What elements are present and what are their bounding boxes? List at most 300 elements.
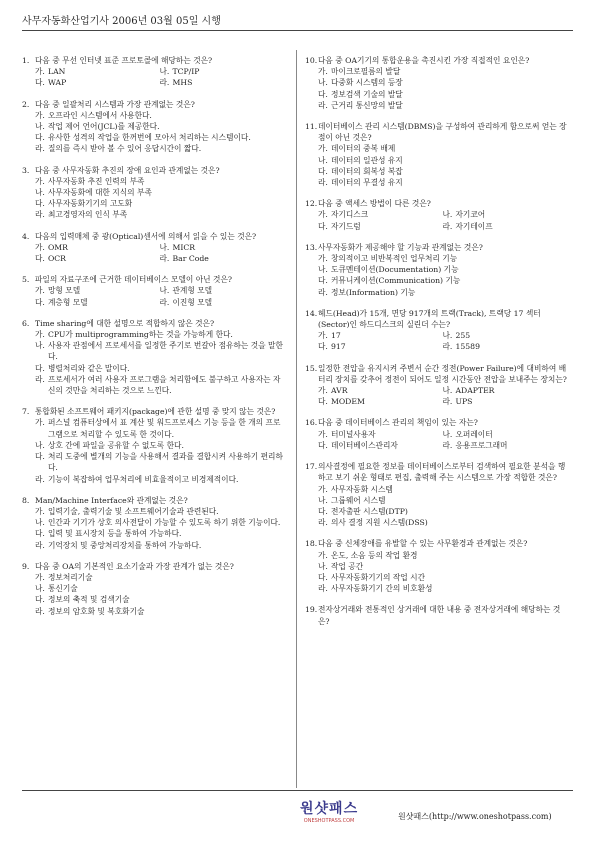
left-column — [22, 55, 284, 627]
option-marker: 다. — [318, 166, 328, 176]
question-item — [22, 318, 284, 396]
answer-option — [318, 77, 567, 88]
question-stem — [22, 495, 284, 506]
option-marker: 가. — [318, 144, 328, 154]
question-stem — [22, 55, 284, 66]
option-marker: 라. — [159, 297, 170, 307]
answer-option — [318, 275, 567, 286]
answer-option — [318, 100, 567, 111]
answer-option — [35, 143, 284, 154]
question-number: 6. — [22, 318, 30, 328]
answer-options — [305, 385, 567, 407]
option-marker: 다. — [318, 572, 328, 582]
option-text: 사용자 관점에서 프로세서를 일정한 주기로 번갈아 점유하는 것을 말한다. — [48, 341, 283, 362]
answer-option — [35, 198, 284, 209]
option-text: 처리 도중에 별개의 기능을 사용해서 결과를 결합시켜 사용하기 편리하다. — [48, 452, 283, 473]
option-text: 마이크로필름의 발달 — [331, 67, 401, 77]
question-stem — [305, 538, 567, 549]
option-marker: 라. — [442, 342, 453, 352]
option-marker: 다. — [35, 254, 45, 264]
option-text: 데이터의 회복성 복잡 — [331, 166, 403, 176]
option-marker: 다. — [35, 199, 45, 209]
option-text: 데이터베이스관리자 — [331, 440, 398, 450]
question-stem — [22, 231, 284, 242]
question-number: 14. — [305, 308, 318, 318]
answer-options — [305, 484, 567, 529]
question-text: 통합화된 소프트웨어 패키지(package)에 관한 설명 중 맞지 않는 것은? — [35, 407, 276, 417]
option-marker: 나. — [35, 341, 45, 351]
option-marker: 라. — [442, 440, 453, 450]
answer-options — [305, 209, 567, 231]
option-marker: 다. — [35, 595, 45, 605]
answer-option — [443, 385, 568, 396]
answer-options — [305, 429, 567, 451]
question-number: 1. — [22, 56, 30, 65]
answer-options — [305, 66, 567, 111]
option-marker: 가. — [318, 550, 328, 560]
option-text: 이진형 모델 — [172, 297, 213, 307]
question-text: 다음 중 무선 인터넷 표준 프로토콜에 해당하는 것은? — [35, 56, 213, 65]
option-marker: 가. — [35, 286, 45, 296]
option-text: 응용프로그래머 — [455, 440, 508, 450]
option-text: 사무자동화기기의 고도화 — [48, 199, 133, 209]
option-text: 온도, 소음 등의 작업 환경 — [331, 550, 418, 560]
answer-option — [35, 285, 160, 296]
question-text: 다음 중 액세스 방법이 다른 것은? — [318, 199, 431, 209]
answer-options — [22, 285, 284, 307]
option-marker: 나. — [442, 386, 453, 396]
option-text: AVR — [331, 386, 348, 396]
option-text: 정보검색 기술의 발달 — [331, 89, 403, 99]
question-number: 19. — [305, 605, 318, 615]
option-text: 917 — [331, 342, 346, 352]
option-marker: 나. — [318, 78, 328, 88]
option-text: 기억장치 및 중앙처리장치를 통하여 가능하다. — [48, 540, 202, 550]
question-text: 전자상거래와 전통적인 상거래에 대한 내용 중 전자상거래에 해당하는 것은? — [318, 605, 561, 626]
question-item — [305, 198, 567, 232]
answer-option — [443, 221, 568, 232]
question-stem — [305, 417, 567, 428]
answer-option — [443, 429, 568, 440]
option-text: 데이터의 중복 배제 — [331, 144, 396, 154]
option-text: 유사한 성격의 작업을 한꺼번에 모아서 처리하는 시스템이다. — [48, 133, 251, 143]
option-marker: 다. — [35, 363, 45, 373]
answer-option — [160, 253, 285, 264]
option-text: 자기디스크 — [331, 210, 369, 220]
question-text: 다음 중 일괄처리 시스템과 가장 관계없는 것은? — [35, 99, 195, 109]
question-text: 데이터베이스 관리 시스템(DBMS)을 구성하여 관리하게 함으로써 얻는 장점이 아닌 것은? — [318, 122, 567, 143]
option-text: 전자출판 시스템(DTP) — [331, 506, 408, 516]
option-marker: 라. — [318, 287, 328, 297]
option-text: 자기테이프 — [455, 221, 493, 231]
right-column — [305, 55, 567, 637]
option-text: 입력 및 표시장치 등을 통하여 가능하다. — [48, 529, 182, 539]
option-marker: 라. — [318, 584, 328, 594]
option-text: 인간과 기기가 상호 의사전달이 가능할 수 있도록 하기 위한 기능이다. — [48, 518, 281, 528]
option-marker: 가. — [318, 67, 328, 77]
option-marker: 라. — [442, 221, 453, 231]
answer-option — [35, 540, 284, 551]
option-marker: 가. — [35, 242, 45, 252]
answer-option — [160, 242, 285, 253]
answer-option — [318, 572, 567, 583]
answer-option — [318, 385, 443, 396]
question-number: 9. — [22, 561, 30, 571]
answer-option — [35, 417, 284, 439]
answer-option — [318, 177, 567, 188]
option-text: 프로세서가 여러 사용자 프로그램을 처리함에도 불구하고 사용자는 자신의 것만을 처리하는 것으로 느낀다. — [48, 374, 281, 396]
answer-option — [35, 506, 284, 517]
option-marker: 나. — [442, 210, 453, 220]
logo-subtext: ONESHOTPASS.COM — [303, 818, 355, 824]
option-marker: 나. — [442, 331, 453, 341]
option-text: 입력기술, 출력기술 및 소프트웨어기술과 관련된다. — [48, 506, 219, 516]
question-stem — [305, 55, 567, 66]
option-text: 최고경영자의 인식 부족 — [48, 210, 128, 220]
answer-option — [318, 429, 443, 440]
option-marker: 나. — [159, 286, 170, 296]
option-text: 창의적이고 비반복적인 업무처리 기능 — [331, 254, 458, 264]
question-item — [305, 461, 567, 528]
question-stem — [22, 99, 284, 110]
option-text: 도큐멘테이션(Documentation) 기능 — [331, 265, 459, 275]
answer-option — [160, 77, 285, 88]
question-item — [305, 604, 567, 626]
option-marker: 가. — [35, 330, 45, 340]
option-marker: 라. — [35, 474, 45, 484]
question-item — [305, 417, 567, 451]
answer-option — [318, 440, 443, 451]
option-text: 정보처리기술 — [48, 572, 93, 582]
footer-site-link[interactable]: 원샷패스(http://www.oneshotpass.com) — [398, 812, 552, 821]
question-item — [22, 406, 284, 484]
option-marker: 다. — [35, 133, 45, 143]
option-marker: 가. — [35, 110, 45, 120]
option-text: UPS — [455, 397, 473, 407]
option-marker: 나. — [35, 518, 45, 528]
question-number: 17. — [305, 462, 318, 472]
answer-option — [318, 495, 567, 506]
question-text: 헤드(Head)가 15개, 면당 917개의 트랙(Track), 트랙당 17 섹터(Sector)인 하드디스크의 실린더 수는? — [318, 308, 541, 330]
question-stem — [305, 242, 567, 253]
question-text: 다음 중 데이터베이스 관리의 책임이 있는 자는? — [318, 418, 478, 428]
option-marker: 다. — [318, 89, 328, 99]
option-marker: 다. — [318, 221, 328, 231]
option-text: 17 — [331, 331, 341, 341]
option-text: 255 — [455, 331, 471, 341]
question-stem — [22, 274, 284, 285]
answer-options — [22, 329, 284, 396]
answer-option — [35, 340, 284, 362]
answer-option — [35, 363, 284, 374]
logo-wordmark: 원샷패스 — [300, 801, 359, 817]
footer-rule — [22, 790, 573, 791]
answer-option — [35, 66, 160, 77]
option-marker: 다. — [318, 440, 328, 450]
option-marker: 나. — [35, 188, 45, 198]
answer-option — [35, 176, 284, 187]
question-stem — [305, 461, 567, 483]
option-text: 근거리 통신망의 발달 — [331, 100, 403, 110]
question-stem — [305, 604, 567, 626]
option-text: 커뮤니케이션(Communication) 기능 — [331, 276, 461, 286]
question-number: 4. — [22, 231, 30, 241]
option-marker: 라. — [35, 540, 45, 550]
question-item — [305, 538, 567, 594]
question-item — [22, 561, 284, 617]
question-text: 파일의 자료구조에 근거한 데이터베이스 모델이 아닌 것은? — [35, 275, 233, 285]
option-marker: 다. — [35, 297, 45, 307]
answer-option — [443, 440, 568, 451]
answer-options — [305, 143, 567, 188]
answer-option — [318, 287, 567, 298]
option-marker: 가. — [318, 210, 328, 220]
answer-options — [305, 330, 567, 352]
question-stem — [305, 363, 567, 385]
question-stem — [305, 308, 567, 330]
answer-option — [318, 143, 567, 154]
question-item — [22, 99, 284, 155]
answer-options — [22, 417, 284, 484]
question-stem — [22, 561, 284, 572]
option-text: 사무자동화에 대한 지식의 부족 — [48, 188, 152, 198]
answer-option — [160, 297, 285, 308]
option-marker: 라. — [35, 210, 45, 220]
answer-options — [22, 66, 284, 88]
answer-option — [160, 66, 285, 77]
answer-option — [35, 209, 284, 220]
option-marker: 나. — [318, 561, 328, 571]
option-marker: 가. — [318, 386, 328, 396]
option-text: 자기드럼 — [331, 221, 361, 231]
answer-option — [35, 583, 284, 594]
answer-option — [443, 209, 568, 220]
answer-option — [318, 264, 567, 275]
answer-options — [22, 572, 284, 617]
option-marker: 가. — [35, 418, 45, 428]
question-number: 12. — [305, 199, 318, 209]
question-text: 다음 중 신체장애를 유발할 수 있는 사무환경과 관계없는 것은? — [318, 539, 528, 549]
option-text: MODEM — [331, 397, 365, 407]
answer-option — [318, 506, 567, 517]
option-marker: 다. — [318, 397, 328, 407]
answer-option — [35, 187, 284, 198]
option-marker: 라. — [318, 100, 328, 110]
answer-option — [318, 66, 567, 77]
answer-option — [318, 221, 443, 232]
option-text: 망형 모델 — [48, 286, 81, 296]
question-text: 의사결정에 필요한 정보를 데이터베이스로부터 검색하여 필요한 분석을 행하고 보기 쉬운 형태로 편집, 출력해 주는 시스템으로 가장 적합한 것은? — [318, 462, 566, 483]
option-marker: 라. — [35, 144, 45, 154]
question-number: 18. — [305, 539, 318, 549]
option-text: 정보의 축적 및 검색기술 — [48, 595, 130, 605]
option-text: LAN — [48, 67, 66, 77]
answer-option — [35, 594, 284, 605]
question-text: 다음 중 OA기기의 통합운용을 촉진시킨 가장 직접적인 요인은? — [318, 56, 530, 65]
option-text: 기능이 복잡하여 업무처리에 비효율적이고 비경제적이다. — [48, 474, 239, 484]
question-text: 다음 중 OA의 기본적인 요소기술과 가장 관계가 없는 것은? — [35, 561, 234, 571]
answer-option — [35, 242, 160, 253]
option-text: 관계형 모델 — [172, 286, 213, 296]
option-marker: 나. — [318, 495, 328, 505]
question-item — [22, 55, 284, 89]
answer-option — [35, 517, 284, 528]
option-text: 데이터의 일관성 유지 — [331, 155, 403, 165]
question-text: 다음의 입력매체 중 광(Optical)센서에 의해서 읽을 수 있는 것은? — [35, 231, 257, 241]
question-text: Time sharing에 대한 설명으로 적합하지 않은 것은? — [35, 318, 215, 328]
option-marker: 다. — [35, 452, 45, 462]
header-rule — [22, 30, 573, 31]
option-text: 오퍼레이터 — [455, 429, 493, 439]
option-marker: 가. — [318, 254, 328, 264]
answer-option — [318, 341, 443, 352]
option-marker: 다. — [318, 506, 328, 516]
option-marker: 다. — [35, 529, 45, 539]
option-marker: 라. — [35, 374, 45, 384]
answer-option — [35, 606, 284, 617]
question-stem — [22, 165, 284, 176]
answer-option — [35, 474, 284, 485]
answer-option — [35, 121, 284, 132]
option-text: 계층형 모델 — [48, 297, 88, 307]
answer-option — [318, 561, 567, 572]
option-marker: 가. — [318, 331, 328, 341]
option-marker: 가. — [35, 67, 45, 77]
option-marker: 나. — [159, 242, 170, 252]
option-text: 정보(Information) 기능 — [331, 287, 416, 297]
answer-options — [22, 506, 284, 551]
question-number: 7. — [22, 407, 30, 417]
option-text: TCP/IP — [172, 67, 200, 77]
column-divider — [296, 50, 297, 788]
option-text: 사무자동화기기의 작업 시간 — [331, 572, 426, 582]
answer-option — [35, 77, 160, 88]
question-text: Man/Machine Interface와 관계없는 것은? — [35, 495, 188, 505]
answer-option — [35, 253, 160, 264]
answer-option — [35, 451, 284, 473]
answer-option — [35, 297, 160, 308]
question-number: 16. — [305, 418, 318, 428]
option-text: 자기코어 — [455, 210, 486, 220]
option-text: OCR — [48, 254, 66, 264]
answer-option — [318, 89, 567, 100]
option-text: Bar Code — [172, 254, 209, 264]
question-item — [22, 495, 284, 551]
question-number: 8. — [22, 495, 30, 505]
answer-option — [35, 374, 284, 396]
option-text: 상호 간에 파일을 공유할 수 없도록 한다. — [48, 440, 184, 450]
answer-option — [443, 330, 568, 341]
question-stem — [305, 198, 567, 209]
option-text: 퍼스널 컴퓨터상에서 표 계산 및 워드프로세스 기능 등을 한 개의 프로그램으로 처리할 수 있도록 한 것이다. — [48, 418, 281, 439]
option-marker: 라. — [442, 397, 453, 407]
question-item — [305, 242, 567, 298]
answer-option — [443, 341, 568, 352]
option-text: 사무자동화기기 간의 비호환성 — [331, 584, 433, 594]
option-marker: 라. — [159, 78, 170, 88]
question-number: 2. — [22, 99, 30, 109]
option-marker: 가. — [35, 506, 45, 516]
option-text: 터미널사용자 — [331, 429, 376, 439]
exam-header-title: 사무자동화산업기사 2006년 03월 05일 시행 — [22, 16, 221, 27]
answer-option — [35, 329, 284, 340]
answer-option — [443, 396, 568, 407]
option-marker: 나. — [318, 155, 328, 165]
answer-option — [318, 396, 443, 407]
option-text: 그룹웨어 시스템 — [331, 495, 386, 505]
answer-options — [22, 242, 284, 264]
question-number: 3. — [22, 165, 30, 175]
option-marker: 가. — [318, 429, 328, 439]
answer-option — [318, 550, 567, 561]
option-marker: 다. — [318, 342, 328, 352]
answer-option — [318, 583, 567, 594]
question-item — [305, 363, 567, 408]
answer-option — [318, 484, 567, 495]
option-marker: 가. — [318, 484, 328, 494]
option-marker: 라. — [318, 178, 328, 188]
oneshotpass-logo — [300, 798, 358, 824]
question-number: 13. — [305, 242, 318, 252]
option-text: 정보의 암호화 및 복호화기술 — [48, 606, 145, 616]
answer-option — [35, 528, 284, 539]
answer-option — [318, 330, 443, 341]
option-text: MHS — [172, 78, 193, 88]
option-marker: 가. — [35, 572, 45, 582]
answer-options — [305, 550, 567, 595]
answer-option — [35, 572, 284, 583]
answer-option — [318, 166, 567, 177]
question-number: 15. — [305, 363, 318, 373]
question-number: 11. — [305, 122, 318, 132]
question-item — [22, 231, 284, 265]
answer-option — [318, 209, 443, 220]
question-stem — [22, 318, 284, 329]
question-item — [22, 274, 284, 308]
answer-option — [160, 285, 285, 296]
question-stem — [22, 406, 284, 417]
option-text: 작업 제어 언어(JCL)를 제공한다. — [48, 122, 160, 132]
option-text: 사무자동화 시스템 — [331, 484, 393, 494]
option-marker: 라. — [318, 518, 328, 528]
question-item — [305, 308, 567, 353]
question-number: 10. — [305, 56, 318, 65]
question-stem — [305, 121, 567, 143]
option-text: WAP — [48, 78, 67, 88]
option-text: ADAPTER — [455, 386, 495, 396]
answer-option — [35, 110, 284, 121]
question-text: 일정한 전압을 유지시켜 주변서 순간 정전(Power Failure)에 대비하여 배터리 장치를 갖추어 정전이 되어도 일정 시간동안 전압을 보내주는 장치는? — [318, 363, 567, 384]
option-marker: 나. — [318, 265, 328, 275]
option-marker: 다. — [35, 78, 45, 88]
answer-option — [318, 155, 567, 166]
question-text: 사무자동화가 제공해야 할 기능과 관계없는 것은? — [318, 242, 483, 252]
option-marker: 라. — [159, 254, 170, 264]
option-marker: 다. — [318, 276, 328, 286]
question-text: 다음 중 사무자동화 추진의 장애 요인과 관계없는 것은? — [35, 165, 220, 175]
answer-option — [318, 517, 567, 528]
option-marker: 나. — [442, 429, 453, 439]
question-item — [305, 121, 567, 188]
answer-options — [22, 110, 284, 155]
option-text: 질의를 즉시 받아 볼 수 있어 응답시간이 짧다. — [48, 144, 202, 154]
option-marker: 나. — [35, 584, 45, 594]
question-item — [22, 165, 284, 221]
option-text: 의사 결정 지원 시스템(DSS) — [331, 518, 428, 528]
answer-option — [35, 132, 284, 143]
answer-option — [318, 253, 567, 264]
option-text: CPU가 multiprogramming하는 것을 가능하게 한다. — [48, 330, 233, 340]
